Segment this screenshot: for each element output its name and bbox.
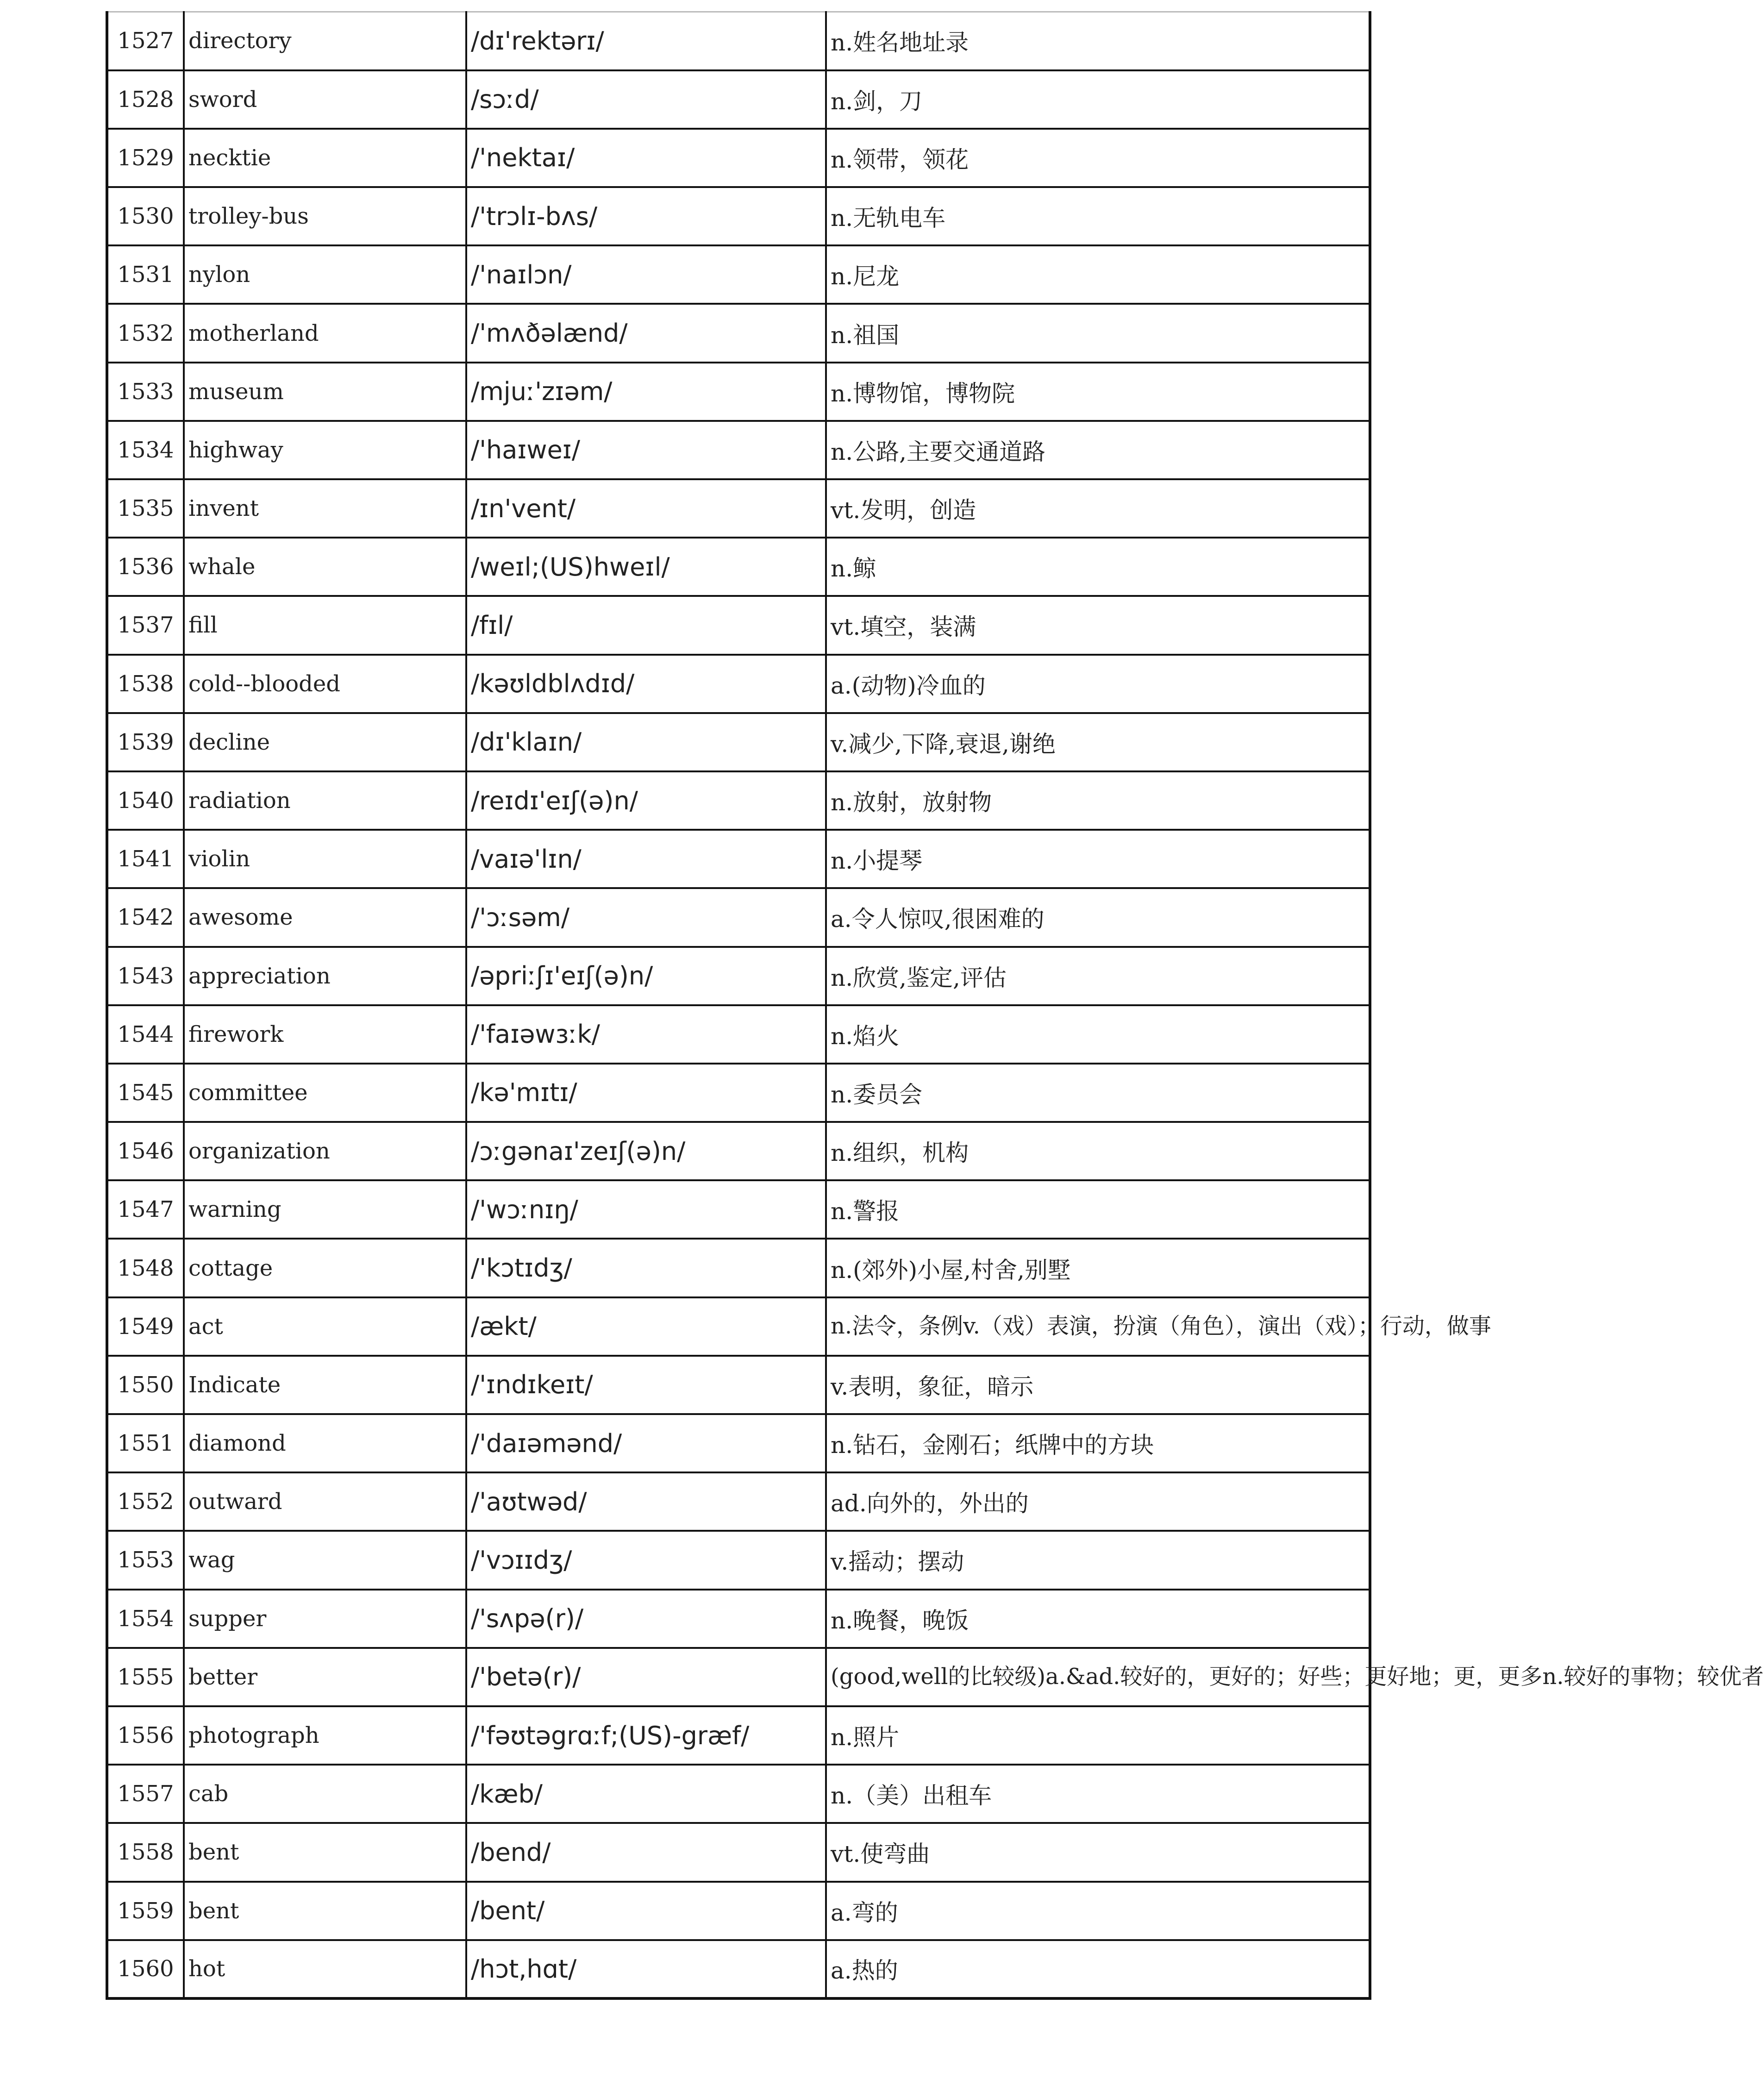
table-row [107, 245, 1370, 304]
entry-phonetic: /ækt/ [466, 1297, 826, 1356]
entry-word: act [184, 1297, 466, 1356]
table-row [107, 713, 1370, 771]
entry-word: awesome [184, 888, 466, 946]
entry-word: cab [184, 1765, 466, 1823]
entry-phonetic: /'betə(r)/ [466, 1648, 826, 1706]
table-row [107, 363, 1370, 421]
entry-phonetic: /weɪl;(US)hweɪl/ [466, 538, 826, 596]
entry-phonetic: /'vɔɪɪdʒ/ [466, 1531, 826, 1589]
entry-meaning: n.(郊外)小屋,村舍,别墅 [826, 1239, 1370, 1297]
entry-phonetic: /ɪn'vent/ [466, 479, 826, 538]
entry-number: 1558 [107, 1823, 184, 1881]
entry-number: 1550 [107, 1356, 184, 1414]
entry-meaning: n.无轨电车 [826, 187, 1370, 245]
entry-number: 1545 [107, 1064, 184, 1122]
table-row [107, 1765, 1370, 1823]
entry-word: violin [184, 830, 466, 888]
entry-meaning: v.摇动；摆动 [826, 1531, 1370, 1589]
entry-word: bent [184, 1882, 466, 1940]
entry-word: trolley-bus [184, 187, 466, 245]
entry-meaning: a.(动物)冷血的 [826, 655, 1370, 713]
entry-phonetic: /kəʊldblʌdɪd/ [466, 655, 826, 713]
entry-phonetic: /'kɔtɪdʒ/ [466, 1239, 826, 1297]
entry-meaning: n.组织，机构 [826, 1122, 1370, 1180]
entry-number: 1547 [107, 1180, 184, 1239]
entry-phonetic: /əpriːʃɪ'eɪʃ(ə)n/ [466, 947, 826, 1005]
entry-phonetic: /dɪ'klaɪn/ [466, 713, 826, 771]
entry-phonetic: /'naɪlɔn/ [466, 245, 826, 304]
table-row [107, 1064, 1370, 1122]
entry-word: outward [184, 1472, 466, 1531]
entry-word: nylon [184, 245, 466, 304]
entry-number: 1548 [107, 1239, 184, 1297]
entry-word: invent [184, 479, 466, 538]
entry-number: 1549 [107, 1297, 184, 1356]
entry-word: radiation [184, 771, 466, 830]
entry-word: wag [184, 1531, 466, 1589]
entry-meaning: n.剑，刀 [826, 70, 1370, 129]
entry-phonetic: /bent/ [466, 1882, 826, 1940]
entry-number: 1535 [107, 479, 184, 538]
table-row [107, 888, 1370, 946]
entry-number: 1553 [107, 1531, 184, 1589]
entry-word: cottage [184, 1239, 466, 1297]
entry-number: 1529 [107, 129, 184, 187]
entry-meaning: n.欣赏,鉴定,评估 [826, 947, 1370, 1005]
table-row [107, 1706, 1370, 1765]
table-row [107, 538, 1370, 596]
table-row [107, 1531, 1370, 1589]
entry-word: committee [184, 1064, 466, 1122]
entry-phonetic: /'haɪweɪ/ [466, 421, 826, 479]
entry-meaning: n.晚餐，晚饭 [826, 1590, 1370, 1648]
entry-number: 1532 [107, 304, 184, 362]
entry-word: decline [184, 713, 466, 771]
entry-meaning: n.公路,主要交通道路 [826, 421, 1370, 479]
table-row [107, 479, 1370, 538]
table-row [107, 771, 1370, 830]
entry-meaning: n.姓名地址录 [826, 12, 1370, 70]
entry-meaning: a.弯的 [826, 1882, 1370, 1940]
entry-meaning: a.令人惊叹,很困难的 [826, 888, 1370, 946]
entry-word: firework [184, 1005, 466, 1064]
entry-word: necktie [184, 129, 466, 187]
table-row [107, 947, 1370, 1005]
entry-phonetic: /'sʌpə(r)/ [466, 1590, 826, 1648]
table-row [107, 1940, 1370, 1998]
entry-phonetic: /'trɔlɪ-bʌs/ [466, 187, 826, 245]
entry-phonetic: /vaɪə'lɪn/ [466, 830, 826, 888]
entry-word: whale [184, 538, 466, 596]
entry-meaning: vt.填空，装满 [826, 596, 1370, 654]
entry-number: 1528 [107, 70, 184, 129]
entry-meaning: v.减少,下降,衰退,谢绝 [826, 713, 1370, 771]
entry-meaning: n.法令，条例v.（戏）表演，扮演（角色），演出（戏）；行动，做事 [826, 1297, 1370, 1356]
table-row [107, 70, 1370, 129]
entry-number: 1544 [107, 1005, 184, 1064]
entry-phonetic: /'fəʊtəgrɑːf;(US)-græf/ [466, 1706, 826, 1765]
entry-phonetic: /'ɪndɪkeɪt/ [466, 1356, 826, 1414]
entry-number: 1527 [107, 12, 184, 70]
entry-number: 1546 [107, 1122, 184, 1180]
entry-number: 1540 [107, 771, 184, 830]
table-row [107, 655, 1370, 713]
entry-phonetic: /'nektaɪ/ [466, 129, 826, 187]
entry-word: highway [184, 421, 466, 479]
entry-meaning: n.领带，领花 [826, 129, 1370, 187]
table-row [107, 596, 1370, 654]
table-row [107, 187, 1370, 245]
entry-number: 1551 [107, 1414, 184, 1472]
entry-meaning: n.尼龙 [826, 245, 1370, 304]
entry-meaning: n.照片 [826, 1706, 1370, 1765]
entry-word: supper [184, 1590, 466, 1648]
entry-word: directory [184, 12, 466, 70]
table-row [107, 1297, 1370, 1356]
entry-phonetic: /kə'mɪtɪ/ [466, 1064, 826, 1122]
entry-meaning: n.小提琴 [826, 830, 1370, 888]
entry-word: hot [184, 1940, 466, 1998]
entry-phonetic: /'faɪəwɜːk/ [466, 1005, 826, 1064]
entry-meaning: n.（美）出租车 [826, 1765, 1370, 1823]
entry-meaning: (good,well的比较级)a.&ad.较好的，更好的；好些；更好地；更，更多n.较好的事物；较优者 [826, 1648, 1370, 1706]
entry-phonetic: /fɪl/ [466, 596, 826, 654]
entry-phonetic: /hɔt,hɑt/ [466, 1940, 826, 1998]
entry-word: bent [184, 1823, 466, 1881]
entry-phonetic: /reɪdɪ'eɪʃ(ə)n/ [466, 771, 826, 830]
entry-number: 1557 [107, 1765, 184, 1823]
table-row [107, 1005, 1370, 1064]
entry-phonetic: /bend/ [466, 1823, 826, 1881]
entry-word: diamond [184, 1414, 466, 1472]
entry-phonetic: /'aʊtwəd/ [466, 1472, 826, 1531]
entry-meaning: n.焰火 [826, 1005, 1370, 1064]
entry-meaning: v.表明，象征，暗示 [826, 1356, 1370, 1414]
entry-word: warning [184, 1180, 466, 1239]
entry-phonetic: /'daɪəmənd/ [466, 1414, 826, 1472]
entry-phonetic: /sɔːd/ [466, 70, 826, 129]
entry-word: better [184, 1648, 466, 1706]
entry-word: Indicate [184, 1356, 466, 1414]
table-row [107, 1239, 1370, 1297]
table-row [107, 1823, 1370, 1881]
entry-phonetic: /kæb/ [466, 1765, 826, 1823]
entry-number: 1542 [107, 888, 184, 946]
entry-phonetic: /mjuː'zɪəm/ [466, 363, 826, 421]
entry-phonetic: /ɔːgənaɪ'zeɪʃ(ə)n/ [466, 1122, 826, 1180]
entry-number: 1533 [107, 363, 184, 421]
entry-meaning: vt.发明，创造 [826, 479, 1370, 538]
entry-number: 1539 [107, 713, 184, 771]
table-row [107, 1472, 1370, 1531]
entry-phonetic: /dɪ'rektərɪ/ [466, 12, 826, 70]
entry-meaning: n.祖国 [826, 304, 1370, 362]
table-row [107, 1414, 1370, 1472]
table-row [107, 830, 1370, 888]
entry-meaning: n.警报 [826, 1180, 1370, 1239]
entry-number: 1541 [107, 830, 184, 888]
table-row [107, 129, 1370, 187]
entry-meaning: n.博物馆，博物院 [826, 363, 1370, 421]
entry-number: 1534 [107, 421, 184, 479]
entry-number: 1531 [107, 245, 184, 304]
table-row [107, 1180, 1370, 1239]
table-row [107, 1122, 1370, 1180]
entry-meaning: ad.向外的，外出的 [826, 1472, 1370, 1531]
table-row [107, 1590, 1370, 1648]
entry-phonetic: /'wɔːnɪŋ/ [466, 1180, 826, 1239]
entry-meaning: a.热的 [826, 1940, 1370, 1998]
entry-meaning: n.委员会 [826, 1064, 1370, 1122]
table-row [107, 304, 1370, 362]
entry-number: 1560 [107, 1940, 184, 1998]
entry-number: 1554 [107, 1590, 184, 1648]
entry-meaning: n.钻石，金刚石；纸牌中的方块 [826, 1414, 1370, 1472]
entry-number: 1556 [107, 1706, 184, 1765]
entry-number: 1543 [107, 947, 184, 1005]
entry-number: 1555 [107, 1648, 184, 1706]
entry-meaning: n.放射，放射物 [826, 771, 1370, 830]
table-row [107, 1356, 1370, 1414]
entry-phonetic: /'mʌðəlænd/ [466, 304, 826, 362]
entry-word: cold--blooded [184, 655, 466, 713]
vocabulary-table [106, 11, 1764, 2000]
entry-number: 1552 [107, 1472, 184, 1531]
entry-word: sword [184, 70, 466, 129]
entry-word: museum [184, 363, 466, 421]
entry-word: organization [184, 1122, 466, 1180]
entry-word: fill [184, 596, 466, 654]
entry-number: 1530 [107, 187, 184, 245]
entry-word: appreciation [184, 947, 466, 1005]
table-row [107, 1648, 1370, 1706]
table-row [107, 1882, 1370, 1940]
entry-number: 1537 [107, 596, 184, 654]
table-row [107, 12, 1370, 70]
entry-number: 1538 [107, 655, 184, 713]
entry-meaning: n.鲸 [826, 538, 1370, 596]
entry-number: 1536 [107, 538, 184, 596]
entry-word: motherland [184, 304, 466, 362]
entry-word: photograph [184, 1706, 466, 1765]
entry-meaning: vt.使弯曲 [826, 1823, 1370, 1881]
table-row [107, 421, 1370, 479]
entry-number: 1559 [107, 1882, 184, 1940]
entry-phonetic: /'ɔːsəm/ [466, 888, 826, 946]
